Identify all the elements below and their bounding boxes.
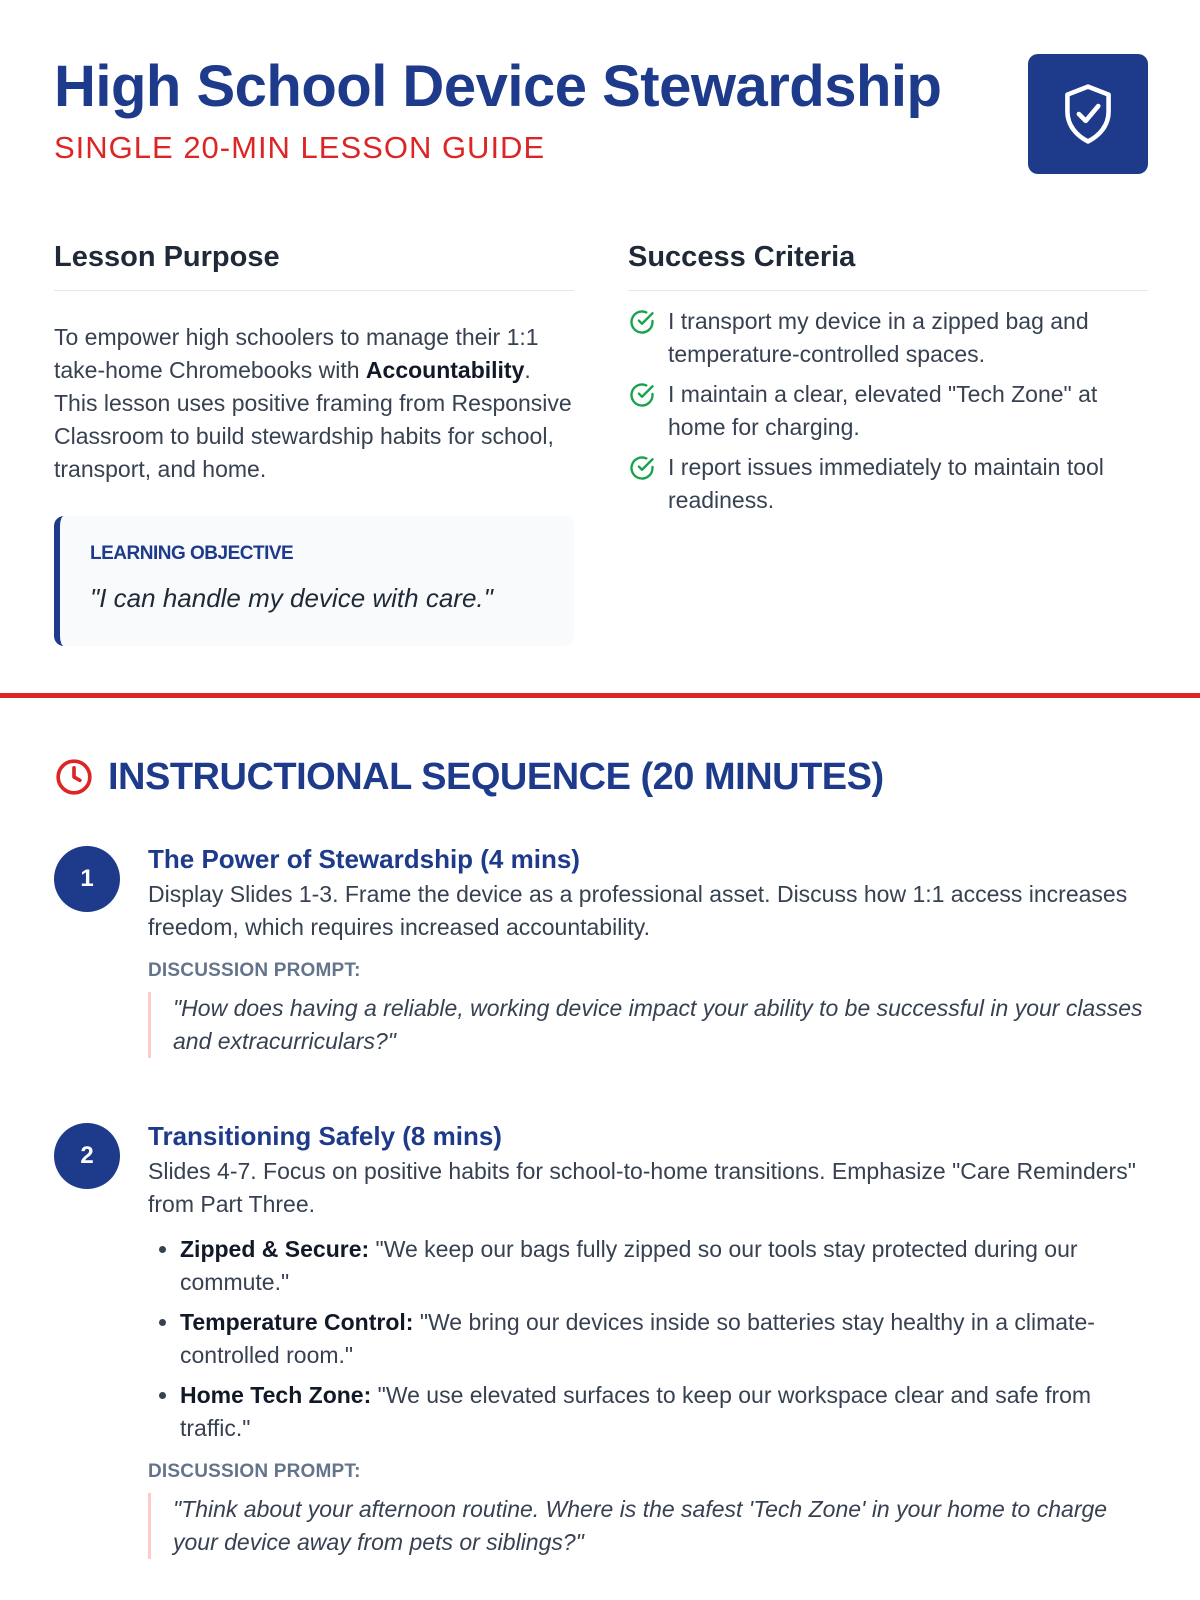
discussion-prompt-quote: "How does having a reliable, working device impact your ability to be successful in your classes and extracurriculars?"	[148, 992, 1148, 1058]
criteria-item-text: I maintain a clear, elevated "Tech Zone" at home for charging.	[668, 381, 1098, 440]
step-number-badge: 2	[54, 1123, 120, 1189]
section-divider	[0, 693, 1200, 698]
step-description: Display Slides 1-3. Frame the device as a professional asset. Discuss how 1:1 access increases freedom, which requires increased accountability.	[148, 881, 1128, 940]
step-title: Transitioning Safely (8 mins)	[148, 1121, 502, 1151]
criteria-item	[628, 451, 1148, 517]
success-criteria-heading: Success Criteria	[628, 238, 1148, 291]
care-reminders-list	[148, 1233, 1148, 1445]
discussion-prompt-label: DISCUSSION PROMPT:	[148, 1461, 361, 1482]
step-title: The Power of Stewardship (4 mins)	[148, 844, 580, 874]
page-title: High School Device Stewardship	[54, 54, 942, 119]
care-reminder-text: "We keep our bags fully zipped so our tools stay protected during our commute."	[180, 1236, 1078, 1295]
step-number-badge: 1	[54, 846, 120, 912]
check-circle-icon	[628, 381, 656, 409]
instructional-sequence-header	[54, 754, 884, 800]
clock-icon	[54, 757, 94, 797]
learning-objective-quote: "I can handle my device with care."	[90, 583, 493, 613]
purpose-text-end: . This lesson uses positive framing from Responsive Classroom to build stewardship habits for school, transport, and home.	[54, 357, 572, 482]
criteria-item-text: I transport my device in a zipped bag and temperature-controlled spaces.	[668, 308, 1089, 367]
discussion-prompt-label: DISCUSSION PROMPT:	[148, 960, 361, 981]
criteria-item	[628, 378, 1148, 444]
page-header	[54, 52, 1148, 182]
check-circle-icon	[628, 308, 656, 336]
lesson-purpose-section	[54, 238, 574, 646]
care-reminder-label: Home Tech Zone:	[180, 1382, 372, 1408]
care-reminder-label: Zipped & Secure:	[180, 1236, 370, 1262]
care-reminder-item	[180, 1233, 1148, 1299]
step-description: Slides 4-7. Focus on positive habits for school-to-home transitions. Emphasize "Care Reminders" from Part Three.	[148, 1158, 1136, 1217]
success-criteria-list	[628, 305, 1148, 517]
criteria-item-text: I report issues immediately to maintain tool readiness.	[668, 454, 1104, 513]
criteria-item	[628, 305, 1148, 371]
purpose-text-start: To empower high schoolers to manage their 1:1 take-home Chromebooks with	[54, 324, 539, 383]
step-body	[148, 1123, 1148, 1559]
lesson-purpose-heading: Lesson Purpose	[54, 238, 574, 291]
care-reminder-item	[180, 1306, 1148, 1372]
learning-objective-label: LEARNING OBJECTIVE	[90, 543, 294, 564]
shield-check-icon	[1060, 82, 1116, 146]
care-reminder-text: "We use elevated surfaces to keep our workspace clear and safe from traffic."	[180, 1382, 1092, 1441]
step-body	[148, 846, 1148, 1058]
check-circle-icon	[628, 454, 656, 482]
lesson-purpose-text	[54, 321, 574, 486]
care-reminder-item	[180, 1379, 1148, 1445]
purpose-text-bold: Accountability	[365, 357, 525, 383]
discussion-prompt-quote: "Think about your afternoon routine. Where is the safest 'Tech Zone' in your home to charge your device away from pets or siblings?"	[148, 1493, 1148, 1559]
instructional-sequence-title: INSTRUCTIONAL SEQUENCE (20 MINUTES)	[108, 756, 884, 798]
care-reminder-label: Temperature Control:	[180, 1309, 414, 1335]
success-criteria-section	[628, 238, 1148, 524]
learning-objective-callout	[54, 516, 574, 646]
care-reminder-text: "We bring our devices inside so batteries stay healthy in a climate-controlled room."	[180, 1309, 1095, 1368]
page-subtitle: SINGLE 20-MIN LESSON GUIDE	[54, 130, 546, 165]
shield-badge	[1028, 54, 1148, 174]
